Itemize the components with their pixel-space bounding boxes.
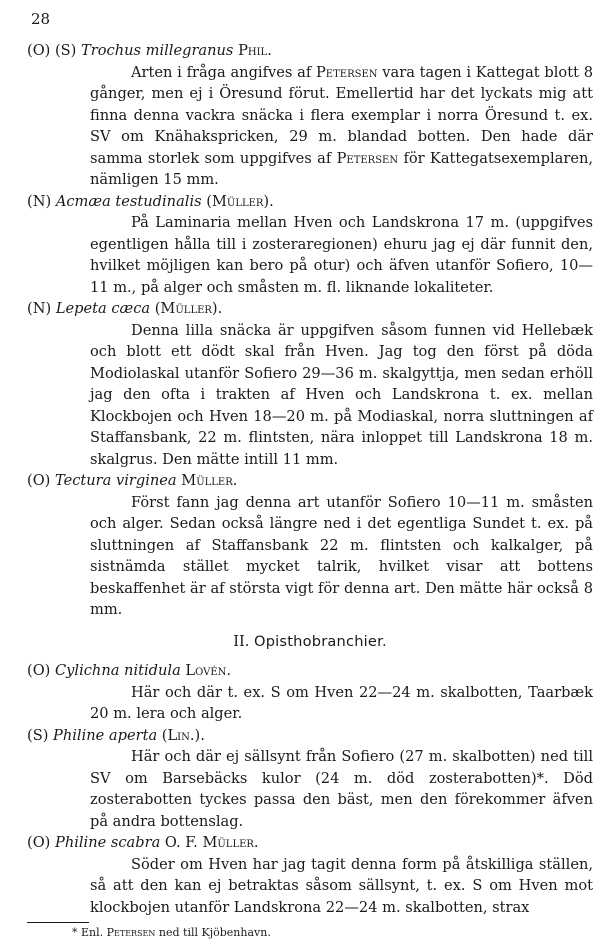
species-name: Lepeta cæca — [55, 300, 151, 317]
species-author: Müller. — [181, 472, 238, 489]
species-author: (Lin.). — [161, 726, 205, 744]
species-author: O. F. Müller. — [164, 834, 259, 851]
species-author: Lovén. — [185, 662, 232, 679]
cited-author: Petersen — [336, 149, 399, 167]
distribution-tags: (O) (S) — [27, 42, 77, 59]
species-name: Tectura virginea — [55, 472, 177, 489]
species-entry — [27, 191, 593, 299]
species-heading — [27, 660, 593, 682]
distribution-tags: (O) — [27, 834, 51, 851]
species-entry — [27, 470, 593, 621]
species-entry — [27, 725, 593, 833]
species-description: Arten i fråga angifves af Petersen vara tagen i Kattegat blott 8 gånger, men ej i Öresund förut. Emellertid har det lyckats mig att finna denna vackra snäcka i flera exemplar i norra Öresund t. ex. SV om Knähakspricken, 29 m. blandad botten. Den hade där samma storlek som uppgifves af Petersen för Kattegatsexemplaren, nämligen 15 mm. — [90, 63, 594, 188]
page-number: 28 — [31, 10, 51, 28]
species-heading — [27, 298, 593, 320]
species-entry — [27, 40, 593, 191]
species-entry — [27, 298, 593, 470]
species-name: Philine scabra — [55, 834, 161, 851]
species-heading — [27, 832, 593, 854]
species-name: Acmæa testudinalis — [55, 192, 202, 210]
distribution-tags: (O) — [27, 662, 51, 679]
species-description: Här och där t. ex. S om Hven 22—24 m. skalbotten, Taarbæk 20 m. lera och alger. — [90, 683, 593, 722]
species-author: Phil. — [238, 42, 272, 59]
section-heading — [27, 631, 593, 653]
cited-author: Petersen — [315, 63, 378, 81]
species-name: Trochus millegranus — [81, 42, 234, 59]
species-entry — [27, 832, 593, 918]
species-heading — [27, 40, 593, 62]
species-author: (Müller). — [154, 300, 223, 317]
distribution-tags: (S) — [27, 726, 49, 744]
species-entry — [27, 660, 593, 725]
species-heading — [27, 470, 593, 492]
species-heading — [27, 191, 593, 213]
species-description: Först fann jag denna art utanför Sofiero 10—11 m. småsten och alger. Sedan också längre ned i det egentliga Sundet t. ex. på sluttningen af Staffansbank 22 m. flintsten och kalkalger, på sistnämda stället mycket talrik, hvilket visar att bottens beskaffenhet är af största vigt för denna art. Den mätte här också 8 mm. — [90, 493, 593, 618]
page-body — [27, 40, 593, 918]
cited-author: Petersen — [106, 926, 156, 939]
species-description: Här och där ej sällsynt från Sofiero (27 m. skalbotten) ned till SV om Barsebäcks kulor (24 m. död zosterabotten)*. Död zosterabotten tyckes passa den bäst, men den förekommer äfven på andra bottenslag. — [90, 748, 593, 830]
species-description: På Laminaria mellan Hven och Landskrona 17 m. (uppgifves egentligen hålla till i zosteraregionen) ehuru jag ej där funnit den, hvilket möjligen kan bero på otur) och äfven utanför Sofiero, 10—11 m., på alger och småsten m. fl. liknande lokaliteter. — [90, 214, 593, 296]
species-name: Cylichna nitidula — [55, 662, 181, 679]
species-author: (Müller). — [206, 192, 274, 210]
distribution-tags: (N) — [27, 300, 52, 317]
section-numeral: II. — [233, 632, 250, 650]
footnote-divider — [27, 922, 89, 923]
distribution-tags: (O) — [27, 472, 51, 489]
section-title: Opisthobranchier. — [254, 632, 387, 650]
species-description: Denna lilla snäcka är uppgifven såsom funnen vid Hellebæk och blott ett dödt skal från Hven. Jag tog den först på döda Modiolaskal utanför Sofiero 29—36 m. skalgyttja, men sedan erhöll jag den ofta i trakten af Hven och Landskrona t. ex. mellan Klockbojen och Hven 18—20 m. på Modiaskal, norra sluttningen af Staffansbank, 22 m. flintsten, nära inloppet till Landskrona 18 m. skalgrus. Den mätte intill 11 mm. — [90, 321, 593, 468]
species-description: Söder om Hven har jag tagit denna form på åtskilliga ställen, så att den kan ej betraktas såsom sällsynt, t. ex. S om Hven mot klockbojen utanför Landskrona 22—24 m. skalbotten, strax — [90, 855, 593, 916]
species-name: Philine aperta — [53, 726, 158, 744]
footnote: * Enl. Petersen ned till Kjöbenhavn. — [72, 926, 271, 939]
distribution-tags: (N) — [27, 192, 52, 210]
species-heading — [27, 725, 593, 747]
footnote-marker: * — [72, 926, 78, 939]
